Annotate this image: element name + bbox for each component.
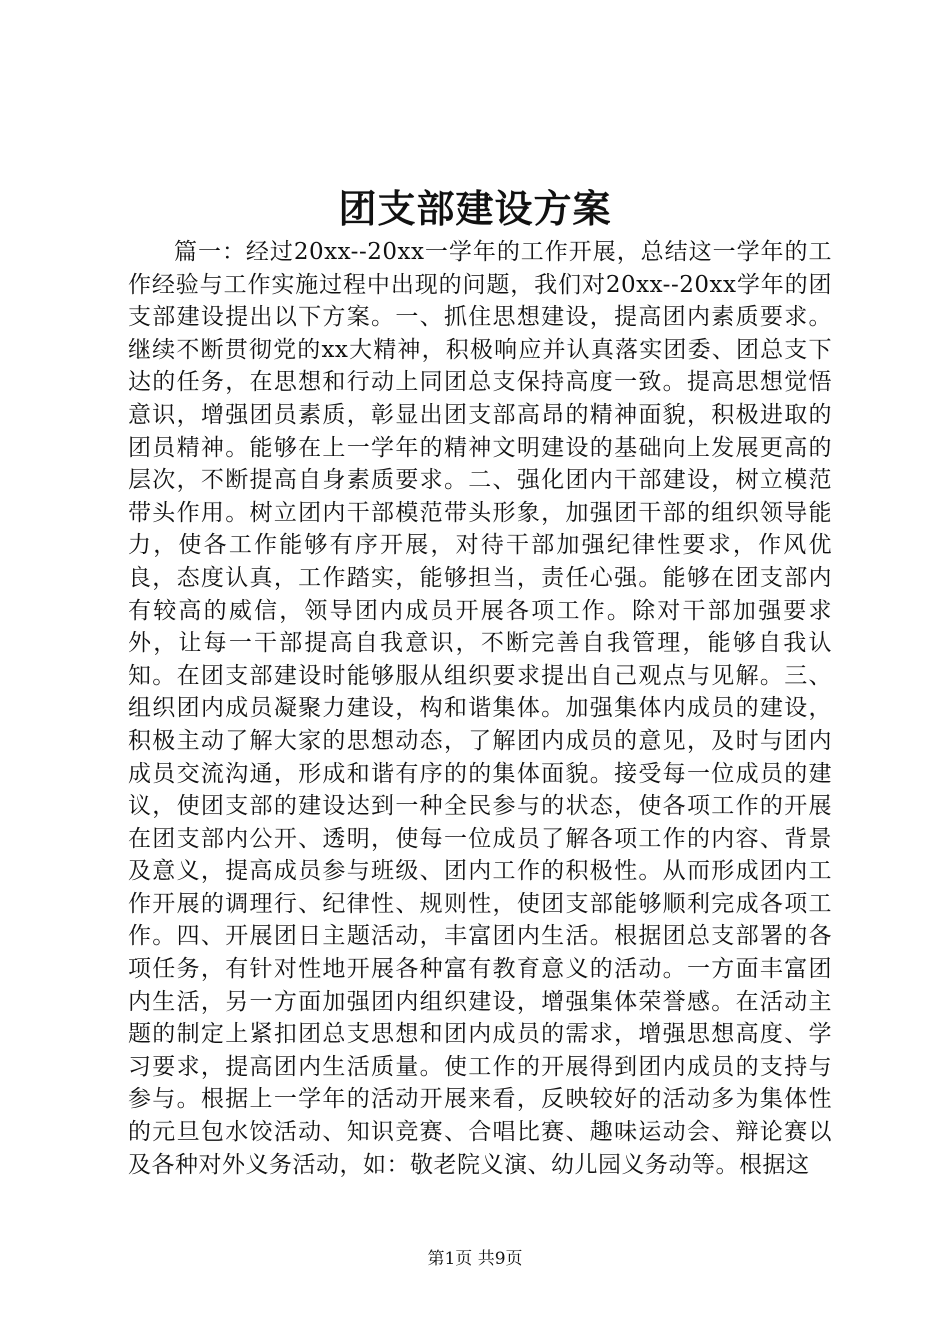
page-number-footer: 第1页 共9页	[427, 1249, 523, 1269]
page-title: 团支部建设方案	[338, 186, 612, 231]
body-paragraph: 篇一：经过20xx--20xx一学年的工作开展，总结这一学年的工作经验与工作实施过程中出现的问题，我们对20xx--20xx学年的团支部建设提出以下方案。一、抓住思想建设，提高团内素质要求。继续不断贯彻党的xx大精神，积极响应并认真落实团委、团总支下达的任务，在思想和行动上同团总支保持高度一致。提高思想觉悟意识，增强团员素质，彰显出团支部高昂的精神面貌，积极进取的团员精神。能够在上一学年的精神文明建设的基础向上发展更高的层次，不断提高自身素质要求。二、强化团内干部建设，树立模范带头作用。树立团内干部模范带头形象，加强团干部的组织领导能力，使各工作能够有序开展，对待干部加强纪律性要求，作风优良，态度认真，工作踏实，能够担当，责任心强。能够在团支部内有较高的威信，领导团内成员开展各项工作。除对干部加强要求外，让每一干部提高自我意识，不断完善自我管理，能够自我认知。在团支部建设时能够服从组织要求提出自己观点与见解。三、组织团内成员凝聚力建设，构和谐集体。加强集体内成员的建设，积极主动了解大家的思想动态，了解团内成员的意见，及时与团内成员交流沟通，形成和谐有序的的集体面貌。接受每一位成员的建议，使团支部的建设达到一种全民参与的状态，使各项工作的开展在团支部内公开、透明，使每一位成员了解各项工作的内容、背景及意义，提高成员参与班级、团内工作的积极性。从而形成团内工作开展的调理行、纪律性、规则性，使团支部能够顺利完成各项工作。四、开展团日主题活动，丰富团内生活。根据团总支部署的各项任务，有针对性地开展各种富有教育意义的活动。一方面丰富团内生活，另一方面加强团内组织建设，增强集体荣誉感。在活动主题的制定上紧扣团总支思想和团内成员的需求，增强思想高度、学习要求，提高团内生活质量。使工作的开展得到团内成员的支持与参与。根据上一学年的活动开展来看，反映较好的活动多为集体性的元旦包水饺活动、知识竞赛、合唱比赛、趣味运动会、辩论赛以及各种对外义务活动，如：敬老院义演、幼儿园义务动等。根据这	[128, 239, 832, 1178]
